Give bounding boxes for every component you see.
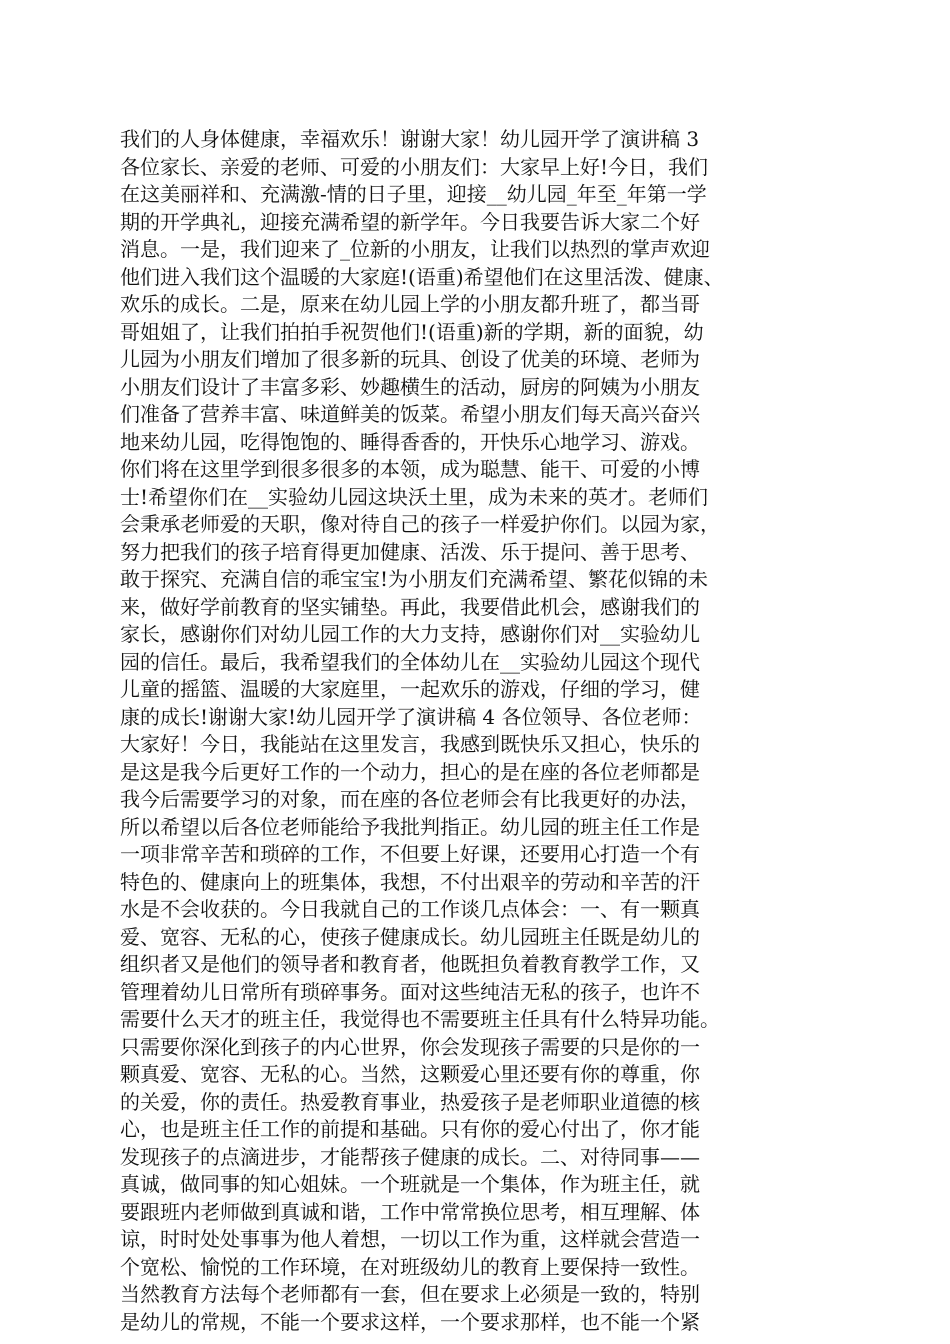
text-line: 消息。一是，我们迎来了_位新的小朋友，让我们以热烈的掌声欢迎 — [120, 237, 710, 261]
text-line: 儿园为小朋友们增加了很多新的玩具、创设了优美的环境、老师为 — [120, 347, 700, 371]
text-line: 心，也是班主任工作的前提和基础。只有你的爱心付出了，你才能 — [120, 1117, 700, 1141]
text-line: 要跟班内老师做到真诚和谐，工作中常常换位思考，相互理解、体 — [120, 1199, 700, 1224]
text-line: 我今后需要学习的对象，而在座的各位老师会有比我更好的办法， — [120, 787, 700, 811]
text-line: 我们的人身体健康，幸福欢乐！谢谢大家！幼儿园开学了演讲稿 3 — [120, 127, 700, 151]
body-text — [120, 126, 832, 1336]
text-line: 小朋友们设计了丰富多彩、妙趣横生的活动，厨房的阿姨为小朋友 — [120, 374, 700, 399]
text-line: 哥姐姐了，让我们拍拍手祝贺他们!(语重)新的学期，新的面貌，幼 — [120, 319, 704, 344]
text-line: 谅，时时处处事事为他人着想，一切以工作为重，这样就会营造一 — [120, 1227, 700, 1251]
text-line: 在这美丽祥和、充满激-情的日子里，迎接__幼儿园_年至_年第一学 — [120, 182, 707, 206]
text-line: 康的成长!谢谢大家!幼儿园开学了演讲稿 4 各位领导、各位老师： — [120, 704, 702, 729]
text-line: 管理着幼儿日常所有琐碎事务。面对这些纯洁无私的孩子，也许不 — [120, 979, 700, 1004]
text-line: 来，做好学前教育的坚实铺垫。再此，我要借此机会，感谢我们的 — [120, 594, 700, 619]
text-line: 爱、宽容、无私的心，使孩子健康成长。幼儿园班主任既是幼儿的 — [120, 924, 700, 949]
text-line: 组织者又是他们的领导者和教育者，他既担负着教育教学工作，又 — [120, 952, 700, 976]
text-line: 当然教育方法每个老师都有一套，但在要求上必须是一致的，特别 — [120, 1282, 700, 1306]
text-line: 们准备了营养丰富、味道鲜美的饭菜。希望小朋友们每天高兴奋兴 — [120, 402, 700, 426]
text-line: 发现孩子的点滴进步，才能帮孩子健康的成长。二、对待同事—— — [120, 1144, 700, 1169]
text-line: 园的信任。最后，我希望我们的全体幼儿在__实验幼儿园这个现代 — [120, 649, 700, 674]
text-line: 真诚，做同事的知心姐妹。一个班就是一个集体，作为班主任，就 — [120, 1172, 700, 1196]
text-line: 各位家长、亲爱的老师、可爱的小朋友们：大家早上好!今日，我们 — [120, 154, 709, 179]
text-line: 地来幼儿园，吃得饱饱的、睡得香香的，开快乐心地学习、游戏。 — [120, 429, 700, 454]
text-line: 所以希望以后各位老师能给予我批判指正。幼儿园的班主任工作是 — [120, 814, 700, 839]
text-line: 是幼儿的常规，不能一个要求这样，一个要求那样，也不能一个紧 — [120, 1309, 700, 1334]
text-line: 期的开学典礼，迎接充满希望的新学年。今日我要告诉大家二个好 — [120, 209, 700, 234]
text-line: 他们进入我们这个温暖的大家庭!(语重)希望他们在这里活泼、健康、 — [120, 264, 724, 289]
text-line: 儿童的摇篮、温暖的大家庭里，一起欢乐的游戏，仔细的学习，健 — [120, 677, 700, 701]
text-line: 欢乐的成长。二是，原来在幼儿园上学的小朋友都升班了，都当哥 — [120, 292, 700, 316]
text-line: 会秉承老师爱的天职，像对待自己的孩子一样爱护你们。以园为家， — [120, 512, 720, 536]
text-line: 是这是我今后更好工作的一个动力，担心的是在座的各位老师都是 — [120, 759, 700, 784]
text-line: 特色的、健康向上的班集体，我想，不付出艰辛的劳动和辛苦的汗 — [120, 869, 700, 894]
text-line: 水是不会收获的。今日我就自己的工作谈几点体会：一、有一颗真 — [120, 897, 700, 921]
text-line: 努力把我们的孩子培育得更加健康、活泼、乐于提问、善于思考、 — [120, 539, 700, 564]
text-line: 的关爱，你的责任。热爱教育事业，热爱孩子是老师职业道德的核 — [120, 1089, 700, 1114]
text-line: 大家好！今日，我能站在这里发言，我感到既快乐又担心，快乐的 — [120, 732, 700, 756]
text-line: 士!希望你们在__实验幼儿园这块沃土里，成为未来的英才。老师们 — [120, 484, 709, 509]
text-line: 个宽松、愉悦的工作环境，在对班级幼儿的教育上要保持一致性。 — [120, 1254, 700, 1279]
text-line: 家长，感谢你们对幼儿园工作的大力支持，感谢你们对__实验幼儿 — [120, 622, 700, 646]
text-line: 一项非常辛苦和琐碎的工作，不但要上好课，还要用心打造一个有 — [120, 842, 700, 866]
text-line: 敢于探究、充满自信的乖宝宝!为小朋友们充满希望、繁花似锦的未 — [120, 567, 709, 591]
text-line: 你们将在这里学到很多很多的本领，成为聪慧、能干、可爱的小博 — [120, 457, 700, 481]
text-line: 颗真爱、宽容、无私的心。当然，这颗爱心里还要有你的尊重，你 — [120, 1062, 700, 1086]
text-line: 需要什么天才的班主任，我觉得也不需要班主任具有什么特异功能。 — [120, 1007, 720, 1031]
text-line: 只需要你深化到孩子的内心世界，你会发现孩子需要的只是你的一 — [120, 1034, 700, 1059]
